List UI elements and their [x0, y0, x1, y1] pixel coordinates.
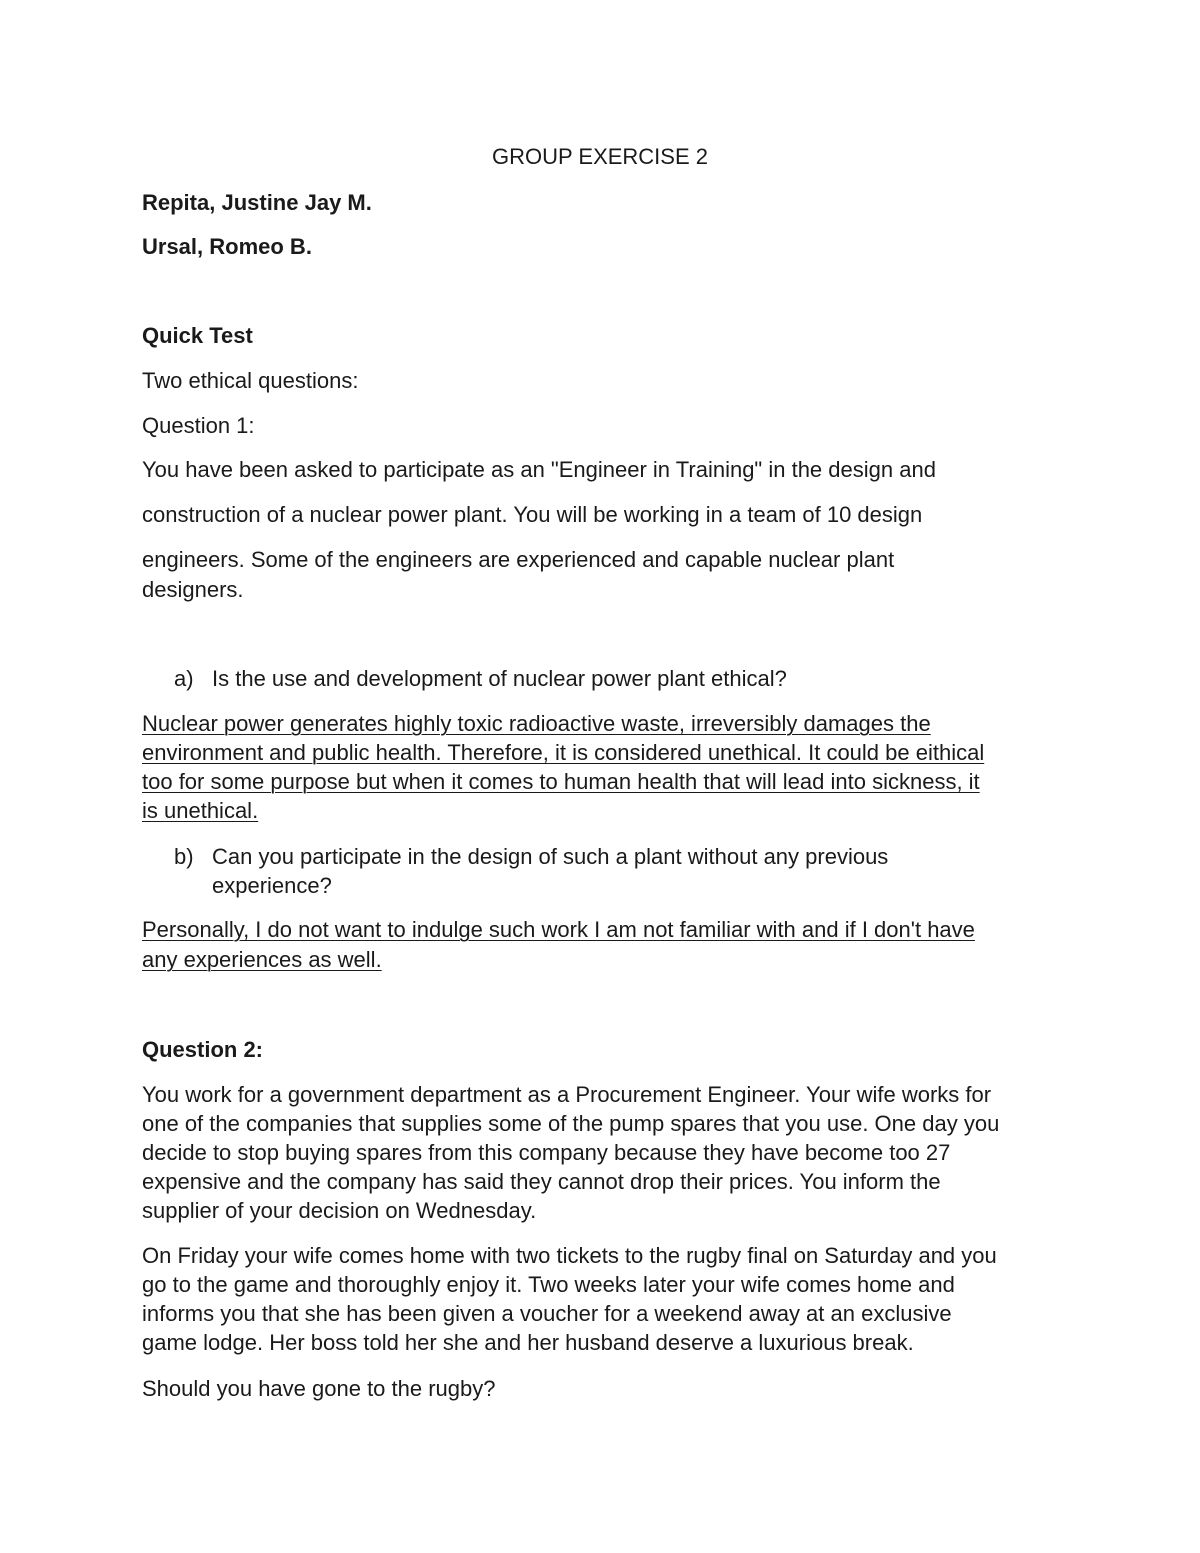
- question-2-paragraph-line: one of the companies that supplies some of the pump spares that you use. One day you: [142, 1111, 1000, 1136]
- answer-b-line: Personally, I do not want to indulge such work I am not familiar with and if I don't have: [142, 917, 975, 942]
- question-1-text-line: designers.: [142, 577, 244, 602]
- question-1-text-line: engineers. Some of the engineers are experienced and capable nuclear plant: [142, 547, 895, 572]
- question-2-prompt: Should you have gone to the rugby?: [142, 1376, 496, 1401]
- intro-text: Two ethical questions:: [142, 368, 359, 393]
- question-2-paragraph-line: game lodge. Her boss told her she and her husband deserve a luxurious break.: [142, 1330, 914, 1355]
- question-2-paragraph-line: informs you that she has been given a voucher for a weekend away at an exclusive: [142, 1301, 952, 1326]
- question-1-label: Question 1:: [142, 413, 255, 438]
- list-marker-a: a): [174, 666, 194, 691]
- question-2-paragraph-line: decide to stop buying spares from this company because they have become too 27: [142, 1140, 951, 1165]
- author-name: Repita, Justine Jay M.: [142, 190, 372, 215]
- answer-a-line: too for some purpose but when it comes to human health that will lead into sickness, it: [142, 769, 980, 794]
- answer-a-line: environment and public health. Therefore, it is considered unethical. It could be eithical: [142, 740, 985, 765]
- question-1-text-line: You have been asked to participate as an "Engineer in Training" in the design and: [142, 457, 936, 482]
- list-marker-b: b): [174, 844, 194, 869]
- answer-a-line: Nuclear power generates highly toxic radioactive waste, irreversibly damages the: [142, 711, 931, 736]
- sub-question-b-line: Can you participate in the design of such a plant without any previous: [212, 844, 889, 869]
- question-2-paragraph-line: supplier of your decision on Wednesday.: [142, 1198, 537, 1223]
- answer-a-line: is unethical.: [142, 798, 259, 823]
- question-2-paragraph-line: You work for a government department as a Procurement Engineer. Your wife works for: [142, 1082, 992, 1107]
- section-heading-quick-test: Quick Test: [142, 323, 253, 348]
- question-2-paragraph-line: expensive and the company has said they cannot drop their prices. You inform the: [142, 1169, 941, 1194]
- question-2-paragraph-line: go to the game and thoroughly enjoy it. Two weeks later your wife comes home and: [142, 1272, 955, 1297]
- sub-question-a: Is the use and development of nuclear power plant ethical?: [212, 666, 787, 691]
- answer-b-line: any experiences as well.: [142, 947, 382, 972]
- question-1-text-line: construction of a nuclear power plant. You will be working in a team of 10 design: [142, 502, 923, 527]
- question-2-paragraph-line: On Friday your wife comes home with two tickets to the rugby final on Saturday and you: [142, 1243, 997, 1268]
- page-title: GROUP EXERCISE 2: [492, 144, 708, 169]
- section-heading-question-2: Question 2:: [142, 1037, 264, 1062]
- sub-question-b-line: experience?: [212, 873, 332, 898]
- author-name: Ursal, Romeo B.: [142, 234, 312, 259]
